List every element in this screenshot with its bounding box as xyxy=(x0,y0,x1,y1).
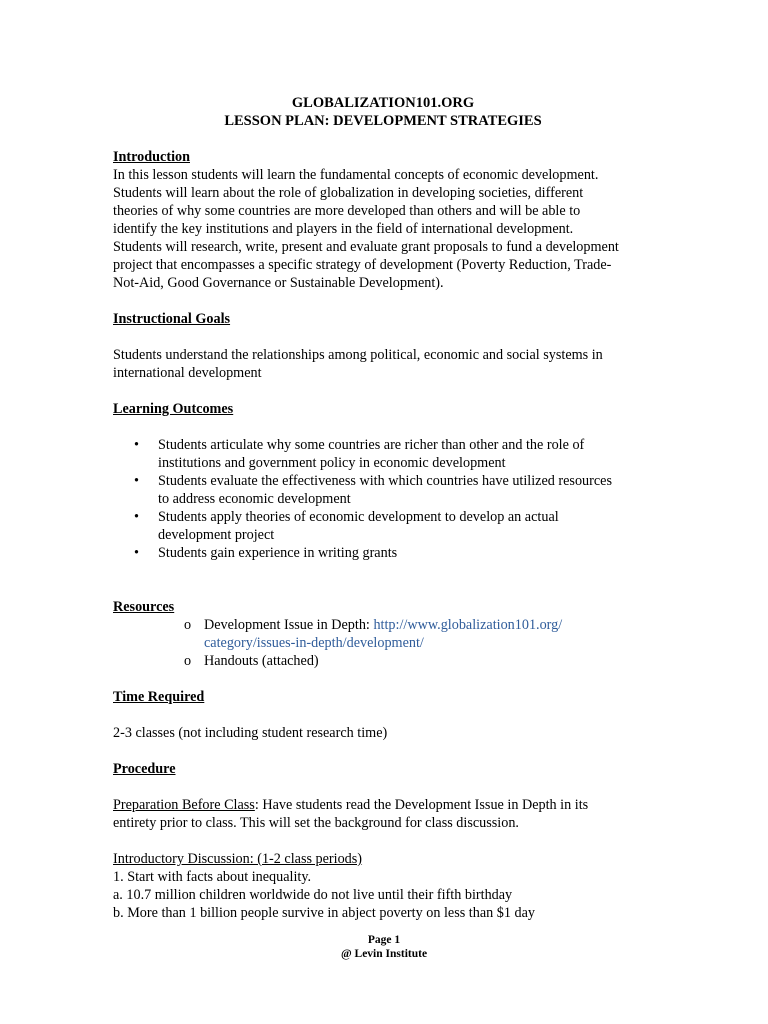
time-required-heading: Time Required xyxy=(113,689,205,705)
preparation-label: Preparation Before Class xyxy=(113,797,255,813)
bullet-icon: • xyxy=(134,545,139,561)
goals-line: international development xyxy=(113,365,262,381)
outcome-line: Students apply theories of economic development to develop an actual xyxy=(158,509,559,525)
development-issue-link[interactable]: http://www.globalization101.org/ xyxy=(373,617,563,633)
list-item xyxy=(113,616,653,652)
instructional-goals-text xyxy=(113,346,653,382)
handouts-label: Handouts (attached) xyxy=(204,653,319,669)
outcome-line: Students articulate why some countries are richer than other and the role of xyxy=(158,437,585,453)
page-number: Page 1 xyxy=(367,934,401,946)
document-page xyxy=(113,94,653,922)
outcome-line: development project xyxy=(158,527,275,543)
list-item xyxy=(113,544,653,562)
procedure-line: 1. Start with facts about inequality. xyxy=(113,869,312,885)
resources-heading: Resources xyxy=(113,599,175,615)
learning-outcomes-heading: Learning Outcomes xyxy=(113,401,234,417)
page-footer xyxy=(0,933,768,961)
introduction-line: Not-Aid, Good Governance or Sustainable Development). xyxy=(113,275,444,291)
lesson-title: LESSON PLAN: DEVELOPMENT STRATEGIES xyxy=(224,113,542,129)
introduction-heading: Introduction xyxy=(113,149,190,165)
instructional-goals-heading: Instructional Goals xyxy=(113,311,231,327)
introduction-line: In this lesson students will learn the fundamental concepts of economic development. xyxy=(113,167,599,183)
footer-organization: @ Levin Institute xyxy=(340,948,428,960)
outcome-line: to address economic development xyxy=(158,491,351,507)
introduction-line: theories of why some countries are more developed than others and will be able to xyxy=(113,203,581,219)
procedure-heading: Procedure xyxy=(113,761,176,777)
list-item xyxy=(113,508,653,544)
introductory-discussion-heading: Introductory Discussion: (1-2 class periods) xyxy=(113,851,363,867)
learning-outcomes-list xyxy=(113,436,653,562)
resources-list xyxy=(113,616,653,670)
resource-label: Development Issue in Depth: xyxy=(204,617,374,633)
circle-bullet-icon: o xyxy=(184,653,192,669)
introduction-line: Students will learn about the role of globalization in developing societies, different xyxy=(113,185,584,201)
preparation-line-2: entirety prior to class. This will set the background for class discussion. xyxy=(113,815,519,831)
procedure-line: b. More than 1 billion people survive in abject poverty on less than $1 day xyxy=(113,905,535,921)
bullet-icon: • xyxy=(134,437,139,453)
introduction-text xyxy=(113,166,653,292)
list-item xyxy=(113,436,653,472)
outcome-line: Students gain experience in writing grants xyxy=(158,545,398,561)
bullet-icon: • xyxy=(134,473,139,489)
circle-bullet-icon: o xyxy=(184,617,192,633)
procedure-line: a. 10.7 million children worldwide do not live until their fifth birthday xyxy=(113,887,513,903)
outcome-line: Students evaluate the effectiveness with which countries have utilized resources xyxy=(158,473,612,489)
bullet-icon: • xyxy=(134,509,139,525)
goals-line: Students understand the relationships among political, economic and social systems in xyxy=(113,347,603,363)
introduction-line: project that encompasses a specific strategy of development (Poverty Reduction, Trade- xyxy=(113,257,612,273)
development-issue-link-continued[interactable]: category/issues-in-depth/development/ xyxy=(204,635,424,651)
preparation-text: : Have students read the Development Issue in Depth in its xyxy=(254,797,589,813)
outcome-line: institutions and government policy in economic development xyxy=(158,455,506,471)
introduction-line: identify the key institutions and players in the field of international development. xyxy=(113,221,574,237)
list-item xyxy=(113,652,653,670)
list-item xyxy=(113,472,653,508)
time-required-text: 2-3 classes (not including student research time) xyxy=(113,725,388,741)
site-title: GLOBALIZATION101.ORG xyxy=(291,95,475,111)
introduction-line: Students will research, write, present and evaluate grant proposals to fund a development xyxy=(113,239,619,255)
preparation-line xyxy=(113,796,653,814)
